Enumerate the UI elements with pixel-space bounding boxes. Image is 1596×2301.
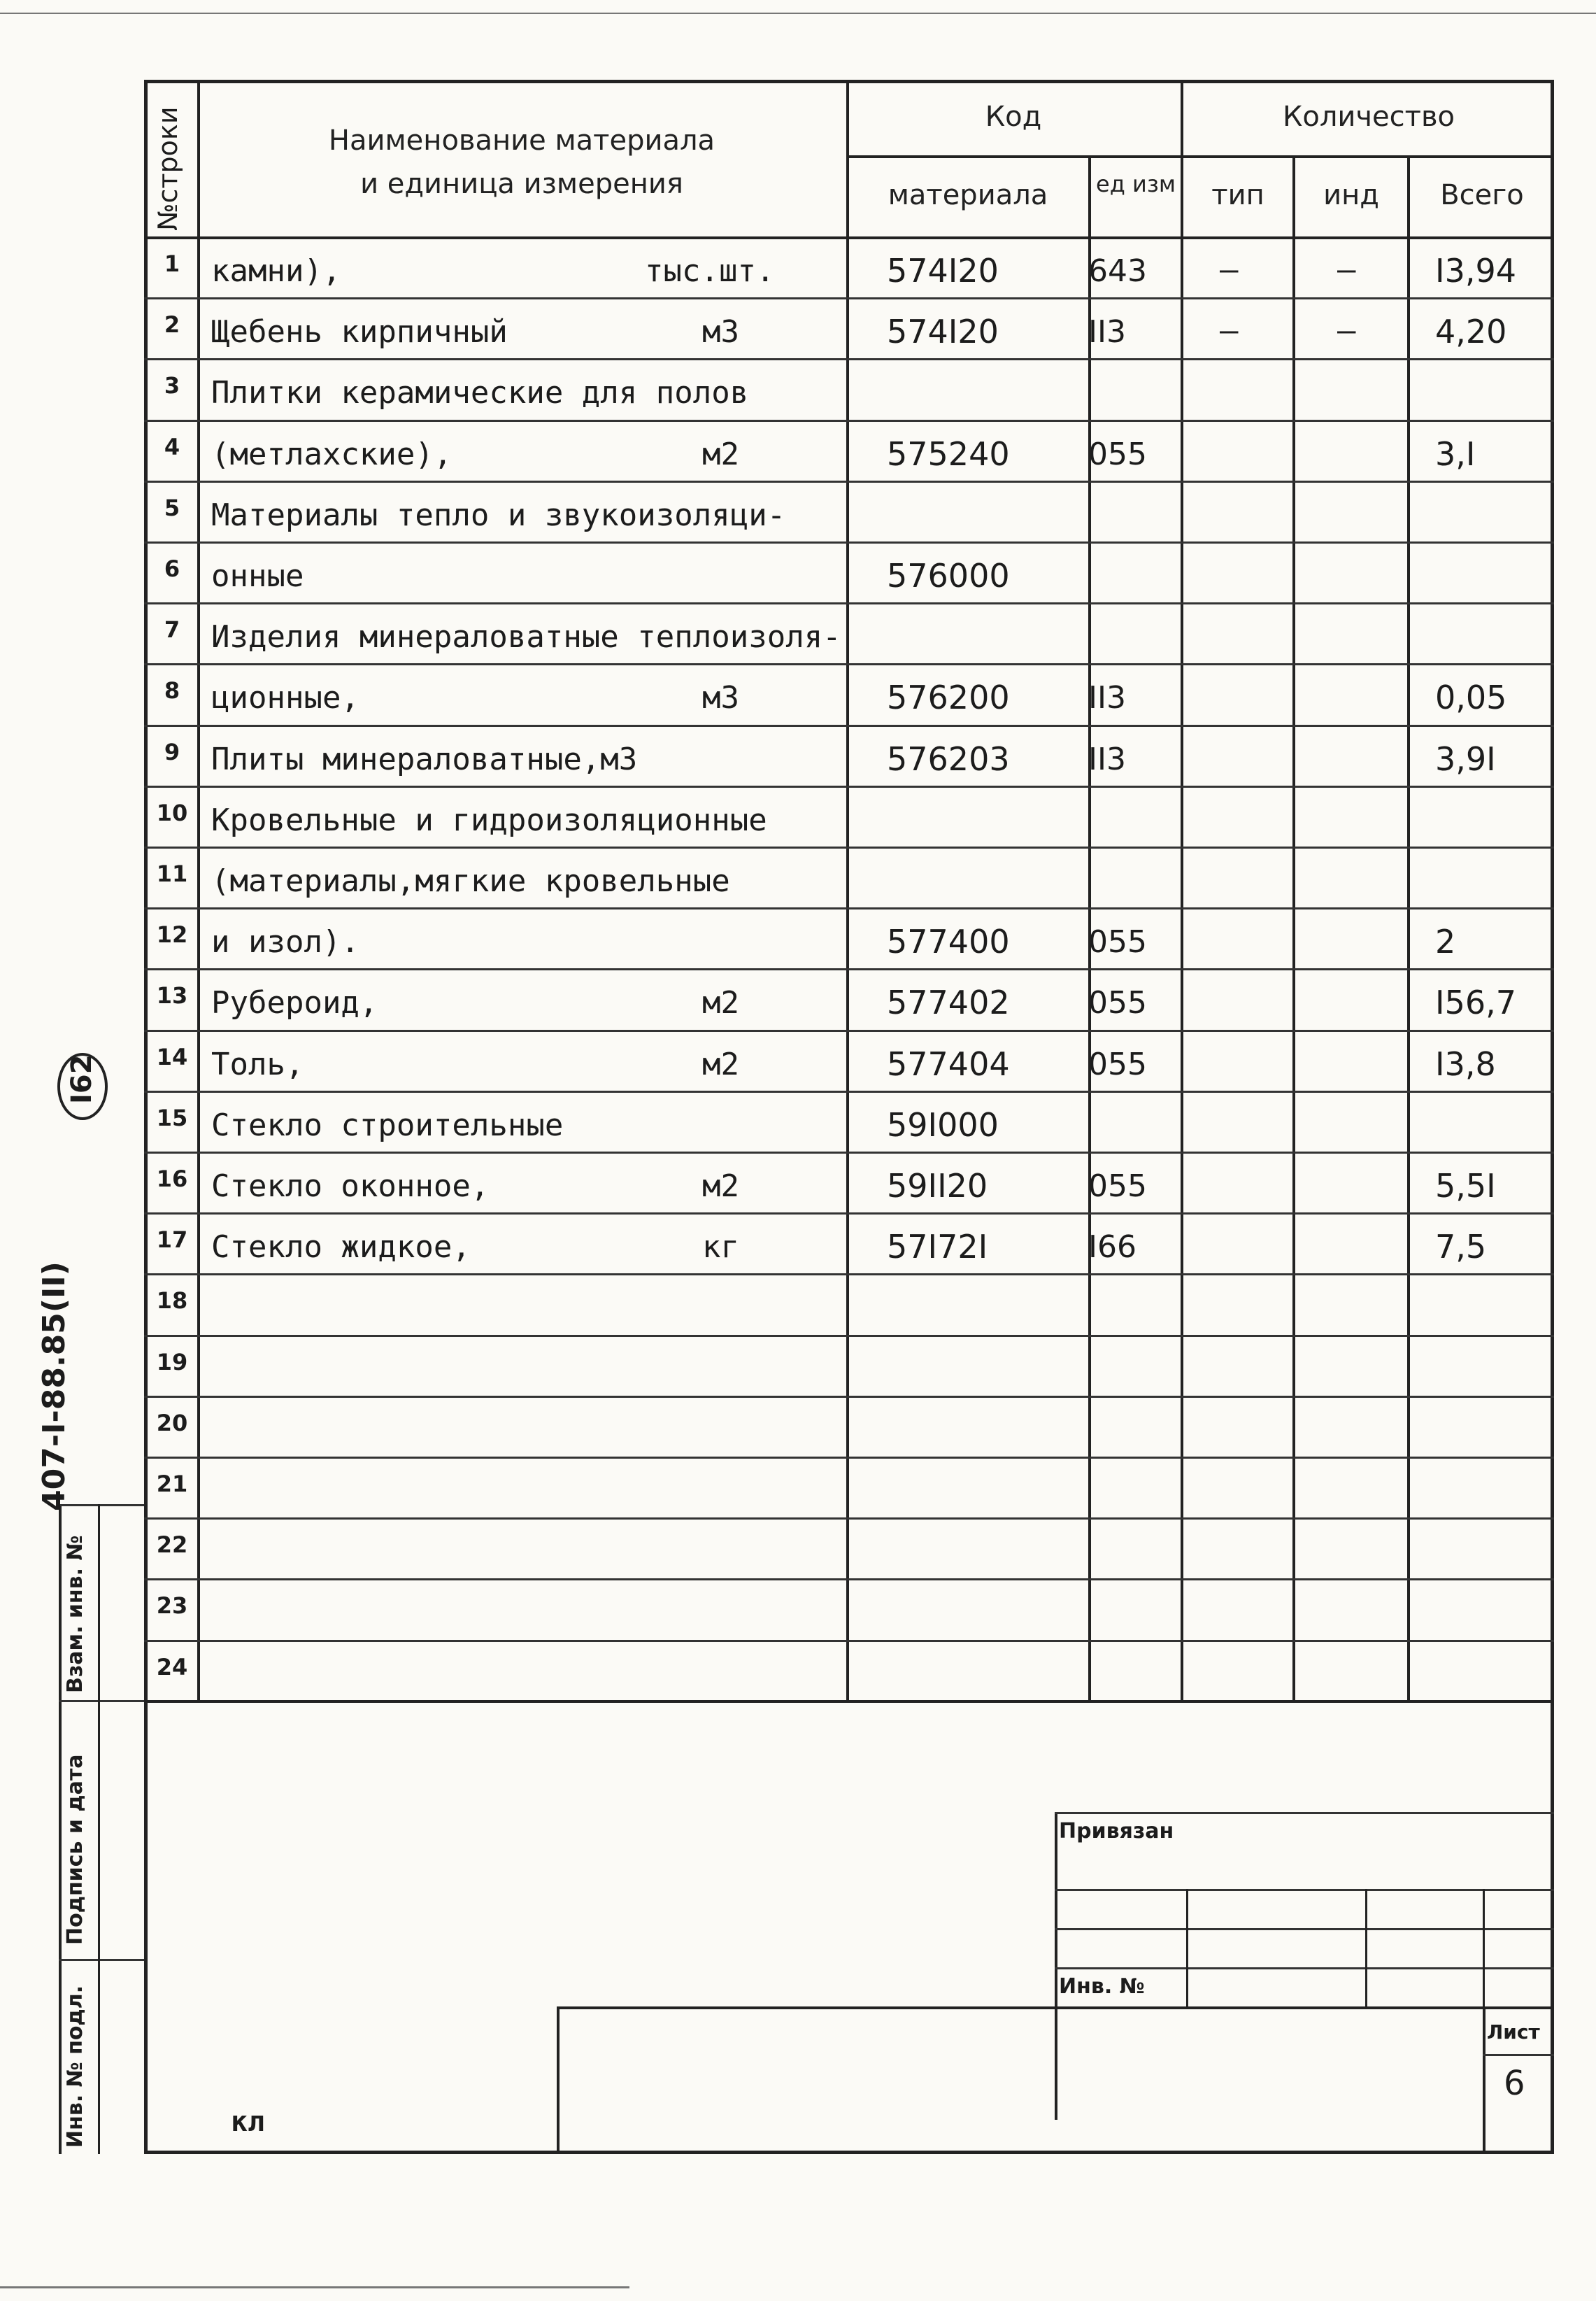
qty-total: I3,8 — [1435, 1045, 1496, 1083]
row-number: 24 — [156, 1654, 188, 1680]
row-line — [144, 847, 1554, 849]
material-name: онные — [211, 558, 304, 594]
stamp-line — [1055, 1967, 1554, 1969]
row-line — [144, 725, 1554, 727]
margin-vzam-inv: Взам. инв. № — [63, 1535, 87, 1693]
margin-podpis-data: Подпись и дата — [63, 1754, 87, 1945]
margin-line — [59, 1959, 144, 1961]
margin-line — [98, 1504, 100, 2154]
unit-code: 055 — [1088, 985, 1147, 1021]
row-number: 17 — [156, 1226, 188, 1253]
row-line — [144, 358, 1554, 360]
header-qty-total: Всего — [1440, 179, 1524, 211]
row-line — [144, 1396, 1554, 1398]
row-number: 19 — [156, 1349, 188, 1375]
bottom-edge-line — [0, 2286, 629, 2288]
header-bottom-line — [144, 236, 1554, 239]
material-code: 577404 — [887, 1045, 1010, 1083]
qty-total: I3,94 — [1435, 252, 1516, 290]
stamp-left-big — [557, 2006, 560, 2153]
row-line — [144, 968, 1554, 970]
qty-total: 7,5 — [1435, 1228, 1487, 1266]
header-code-group: Код — [985, 101, 1042, 133]
row-number: 1 — [164, 250, 180, 277]
material-name: и изол). — [211, 924, 359, 960]
qty-ind: – — [1337, 313, 1356, 348]
header-name-line1: Наименование материала — [328, 125, 715, 157]
row-line — [144, 1457, 1554, 1459]
qty-total: 3,9I — [1435, 740, 1496, 778]
stamp-left-line — [1055, 1812, 1057, 2120]
unit-code: 055 — [1088, 924, 1147, 960]
row-number: 9 — [164, 739, 180, 765]
material-name: камни), — [211, 253, 341, 289]
margin-line — [59, 1700, 144, 1702]
row-number: 2 — [164, 311, 180, 338]
material-name: Изделия минераловатные теплоизоля- — [211, 619, 841, 655]
material-name: Рубероид, — [211, 985, 378, 1021]
row-number: 4 — [164, 434, 180, 460]
row-line — [144, 297, 1554, 299]
row-number: 6 — [164, 555, 180, 582]
row-line — [144, 1578, 1554, 1580]
material-code: 574I20 — [887, 252, 999, 290]
row-line — [144, 1212, 1554, 1215]
row-line — [144, 786, 1554, 788]
material-name: (метлахские), — [211, 437, 453, 472]
row-number: 22 — [156, 1531, 188, 1558]
material-unit-text: тыс.шт. — [645, 253, 775, 289]
row-number: 13 — [156, 982, 188, 1009]
row-line — [144, 1517, 1554, 1520]
material-unit-text: кг — [702, 1229, 739, 1265]
col-line — [1292, 155, 1295, 1700]
material-name: Плиты минераловатные,м3 — [211, 742, 638, 777]
list-number: 6 — [1504, 2064, 1525, 2103]
inv-no-label: Инв. № — [1059, 1974, 1145, 1999]
row-line — [144, 602, 1554, 604]
stamp-line — [557, 2006, 1554, 2009]
qty-total: 4,20 — [1435, 313, 1507, 351]
material-code: 577402 — [887, 984, 1010, 1021]
row-number: 8 — [164, 677, 180, 704]
material-unit-text: м2 — [702, 437, 739, 472]
row-line — [144, 663, 1554, 665]
header-qty-ind: инд — [1323, 179, 1379, 211]
qty-type: – — [1220, 252, 1239, 288]
table-bottom-line — [144, 1700, 1554, 1703]
stamp-col — [1365, 1889, 1367, 2006]
material-name: Толь, — [211, 1047, 304, 1082]
row-number: 20 — [156, 1410, 188, 1436]
qty-ind: – — [1337, 252, 1356, 288]
row-line — [144, 1273, 1554, 1275]
row-number: 18 — [156, 1287, 188, 1314]
material-unit-text: м2 — [702, 1047, 739, 1082]
page-mark: I62 — [66, 1054, 98, 1104]
row-number: 11 — [156, 861, 188, 887]
material-code: 576203 — [887, 740, 1010, 778]
row-number: 21 — [156, 1471, 188, 1497]
qty-type: – — [1220, 313, 1239, 348]
doc-code: 407-I-88.85(II) — [36, 1261, 72, 1511]
header-qty-type: тип — [1211, 179, 1264, 211]
margin-line — [59, 1504, 62, 2154]
stamp-line — [1055, 1812, 1554, 1814]
header-code-unit: ед изм — [1096, 171, 1176, 197]
row-number: 3 — [164, 372, 180, 399]
material-code: 576000 — [887, 557, 1010, 595]
row-number: 23 — [156, 1592, 188, 1619]
row-line — [144, 481, 1554, 483]
row-number: 12 — [156, 921, 188, 948]
stamp-col — [1186, 1889, 1188, 2006]
row-number: 15 — [156, 1105, 188, 1131]
material-name: Стекло оконное, — [211, 1168, 490, 1204]
row-line — [144, 1030, 1554, 1032]
row-number: 5 — [164, 495, 180, 521]
material-unit-text: м3 — [702, 680, 739, 716]
list-cell-divider — [1483, 2054, 1554, 2056]
unit-code: 055 — [1088, 437, 1147, 472]
row-number: 7 — [164, 616, 180, 643]
footer-mark: кл — [231, 2106, 265, 2138]
stamp-col — [1483, 1889, 1485, 2006]
header-row-no: №строки — [152, 106, 183, 231]
row-line — [144, 541, 1554, 544]
material-name: ционные, — [211, 680, 359, 716]
material-unit-text: м3 — [702, 314, 739, 350]
stamp-line — [1055, 1928, 1554, 1930]
unit-code: I66 — [1088, 1229, 1137, 1265]
qty-total: 2 — [1435, 923, 1456, 961]
material-name: Щебень кирпичный — [211, 314, 508, 350]
material-name: Стекло жидкое, — [211, 1229, 471, 1265]
col-line — [1407, 155, 1410, 1700]
material-name: Плитки керамические для полов — [211, 375, 749, 411]
material-code: 577400 — [887, 923, 1010, 961]
material-unit-text: м2 — [702, 985, 739, 1021]
row-line — [144, 420, 1554, 422]
row-line — [144, 907, 1554, 909]
list-label: Лист — [1487, 2020, 1540, 2044]
unit-code: 643 — [1088, 253, 1147, 289]
row-number: 10 — [156, 800, 188, 826]
header-qty-group: Количество — [1282, 101, 1455, 133]
qty-total: I56,7 — [1435, 984, 1516, 1021]
row-line — [144, 1640, 1554, 1642]
material-code: 575240 — [887, 435, 1010, 473]
unit-code: 055 — [1088, 1168, 1147, 1204]
privyazan-label: Привязан — [1059, 1819, 1174, 1843]
header-name-line2: и единица измерения — [360, 168, 683, 200]
qty-total: 3,I — [1435, 435, 1476, 473]
material-code: 59II20 — [887, 1167, 988, 1205]
row-line — [144, 1152, 1554, 1154]
material-code: 57I72I — [887, 1228, 988, 1266]
qty-total: 5,5I — [1435, 1167, 1496, 1205]
material-name: Кровельные и гидроизоляционные — [211, 802, 767, 838]
unit-code: II3 — [1088, 742, 1126, 777]
list-cell-line — [1483, 2006, 1485, 2153]
row-line — [144, 1335, 1554, 1337]
material-code: 59I000 — [887, 1106, 999, 1144]
material-code: 574I20 — [887, 313, 999, 351]
qty-total: 0,05 — [1435, 679, 1507, 716]
material-name: Материалы тепло и звукоизоляци- — [211, 497, 786, 533]
row-number: 16 — [156, 1166, 188, 1192]
material-name: (материалы,мягкие кровельные — [211, 863, 730, 899]
header-mid-line — [846, 155, 1554, 158]
material-unit-text: м2 — [702, 1168, 739, 1204]
row-number: 14 — [156, 1044, 188, 1070]
stamp-line — [1055, 1889, 1554, 1891]
unit-code: 055 — [1088, 1047, 1147, 1082]
material-code: 576200 — [887, 679, 1010, 716]
header-code-material: материала — [888, 179, 1048, 211]
top-edge-line — [0, 13, 1596, 14]
unit-code: II3 — [1088, 314, 1126, 350]
margin-inv-podl: Инв. № подл. — [63, 1985, 87, 2148]
unit-code: II3 — [1088, 680, 1126, 716]
material-name: Стекло строительные — [211, 1107, 564, 1143]
row-line — [144, 1091, 1554, 1093]
